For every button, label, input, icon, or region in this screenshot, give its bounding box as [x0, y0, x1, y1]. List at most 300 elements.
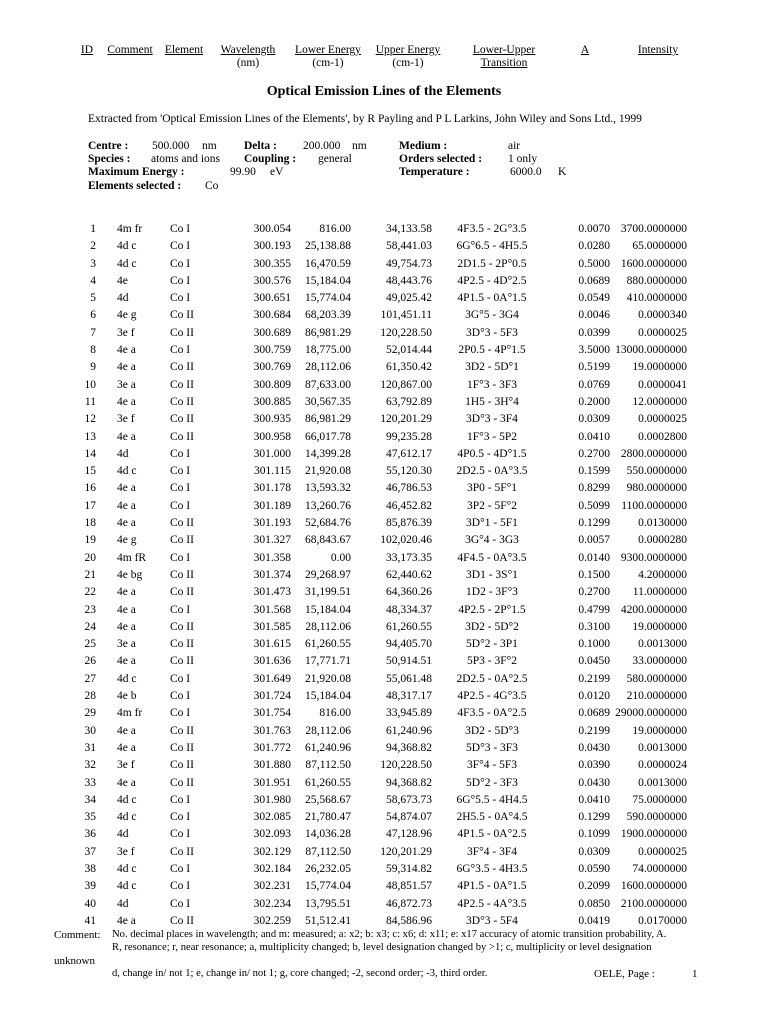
table-row	[0, 550, 768, 567]
max-energy-unit: eV	[270, 166, 284, 178]
line-intensity: 580.0000000	[626, 672, 687, 685]
line-intensity: 0.0000025	[638, 326, 687, 339]
line-upper-energy: 94,368.82	[386, 741, 432, 754]
line-wavelength: 300.935	[253, 413, 291, 426]
line-intensity: 880.0000000	[626, 274, 687, 287]
line-intensity: 0.0000340	[638, 309, 687, 322]
line-element: Co II	[170, 568, 194, 581]
line-comment: 4e a	[117, 361, 136, 374]
line-comment: 4e a	[117, 395, 136, 408]
line-wavelength: 301.327	[253, 534, 291, 547]
line-a: 0.0309	[578, 413, 610, 426]
line-element: Co I	[170, 274, 191, 287]
line-id: 30	[84, 724, 96, 737]
line-id: 38	[84, 862, 96, 875]
line-transition: 4F3.5 - 0A°2.5	[457, 707, 527, 720]
line-a: 3.5000	[578, 344, 610, 357]
line-id: 40	[84, 897, 96, 910]
line-element: Co II	[170, 724, 194, 737]
table-row	[0, 671, 768, 688]
line-lower-energy: 15,184.04	[305, 274, 351, 287]
line-intensity: 0.0013000	[638, 776, 687, 789]
line-wavelength: 301.473	[253, 586, 291, 599]
line-transition: 3D°3 - 5F3	[466, 326, 518, 339]
line-id: 16	[84, 482, 96, 495]
line-element: Co I	[170, 707, 191, 720]
line-element: Co I	[170, 223, 191, 235]
line-id: 12	[84, 413, 96, 426]
table-row	[0, 913, 768, 930]
line-comment: 4m fr	[117, 223, 143, 235]
line-element: Co II	[170, 378, 194, 391]
line-intensity: 0.0013000	[638, 638, 687, 651]
line-element: Co I	[170, 240, 191, 253]
table-row	[0, 221, 768, 238]
line-wavelength: 302.093	[253, 828, 291, 841]
orders-value: 1 only	[508, 153, 538, 165]
line-id: 8	[90, 344, 96, 357]
line-a: 0.1000	[578, 638, 610, 651]
line-wavelength: 300.193	[253, 240, 291, 253]
line-element: Co I	[170, 257, 191, 270]
line-comment: 4m fr	[117, 707, 143, 720]
line-upper-energy: 46,786.53	[386, 482, 432, 495]
line-intensity: 19.0000000	[632, 724, 687, 737]
line-a: 0.0769	[578, 378, 610, 391]
table-row	[0, 584, 768, 601]
line-element: Co I	[170, 793, 191, 806]
line-element: Co I	[170, 551, 191, 564]
line-comment: 4d	[117, 292, 129, 305]
line-id: 14	[84, 447, 96, 460]
line-wavelength: 302.259	[253, 914, 291, 927]
line-a: 0.0280	[578, 240, 610, 253]
line-a: 0.0309	[578, 845, 610, 858]
line-comment: 4e b	[117, 690, 137, 703]
line-lower-energy: 61,260.55	[305, 776, 351, 789]
line-comment: 4e	[117, 274, 128, 287]
line-comment: 4e a	[117, 586, 136, 599]
line-lower-energy: 15,184.04	[305, 690, 351, 703]
line-upper-energy: 61,240.96	[386, 724, 432, 737]
line-lower-energy: 86,981.29	[305, 413, 351, 426]
line-transition: 3G°5 - 3G4	[465, 309, 519, 322]
line-intensity: 75.0000000	[632, 793, 687, 806]
line-upper-energy: 102,020.46	[380, 534, 432, 547]
line-lower-energy: 21,780.47	[305, 811, 351, 824]
line-id: 13	[84, 430, 96, 443]
line-element: Co I	[170, 292, 191, 305]
line-comment: 4e a	[117, 620, 136, 633]
line-lower-energy: 86,981.29	[305, 326, 351, 339]
line-upper-energy: 94,368.82	[386, 776, 432, 789]
line-upper-energy: 33,945.89	[386, 707, 432, 720]
line-intensity: 74.0000000	[632, 862, 687, 875]
line-id: 7	[90, 326, 96, 339]
line-a: 0.5099	[578, 499, 610, 512]
col-header-a: A	[580, 44, 590, 56]
table-row	[0, 723, 768, 740]
line-intensity: 0.0000280	[638, 534, 687, 547]
line-element: Co II	[170, 361, 194, 374]
line-lower-energy: 14,036.28	[305, 828, 351, 841]
line-id: 20	[84, 551, 96, 564]
line-upper-energy: 52,014.44	[386, 344, 432, 357]
line-intensity: 2800.0000000	[620, 447, 687, 460]
line-wavelength: 301.980	[253, 793, 291, 806]
comment-line-3: d, change in/ not 1; e, change in/ not 1; g, core changed; -2, second order; -3, third order.	[112, 968, 488, 979]
line-comment: 4d c	[117, 862, 137, 875]
line-a: 0.2099	[578, 880, 610, 893]
line-a: 0.0120	[578, 690, 610, 703]
line-upper-energy: 50,914.51	[386, 655, 432, 668]
line-lower-energy: 15,774.04	[305, 880, 351, 893]
line-id: 35	[84, 811, 96, 824]
line-lower-energy: 28,112.06	[305, 361, 351, 374]
line-wavelength: 301.568	[253, 603, 291, 616]
line-comment: 4m fR	[117, 551, 147, 564]
line-transition: 5D°3 - 3F3	[466, 741, 518, 754]
line-element: Co II	[170, 309, 194, 322]
col-header-upper-energy: Upper Energy (cm-1)	[375, 44, 441, 69]
line-a: 0.0410	[578, 793, 610, 806]
line-element: Co I	[170, 811, 191, 824]
line-transition: 2H5.5 - 0A°4.5	[456, 811, 528, 824]
species-label: Species :	[88, 153, 131, 165]
table-row	[0, 290, 768, 307]
line-lower-energy: 816.00	[319, 223, 351, 235]
line-a: 0.2000	[578, 395, 610, 408]
line-lower-energy: 15,774.04	[305, 292, 351, 305]
line-comment: 3e a	[117, 378, 136, 391]
table-row	[0, 861, 768, 878]
table-row	[0, 705, 768, 722]
coupling-label: Coupling :	[244, 153, 297, 165]
table-row	[0, 636, 768, 653]
line-transition: 3P0 - 5F°1	[467, 482, 517, 495]
max-energy-label: Maximum Energy :	[88, 166, 185, 178]
line-wavelength: 300.689	[253, 326, 291, 339]
line-id: 17	[84, 499, 96, 512]
line-lower-energy: 25,138.88	[305, 240, 351, 253]
line-upper-energy: 101,451.11	[380, 309, 432, 322]
line-lower-energy: 52,684.76	[305, 517, 351, 530]
line-id: 9	[90, 361, 96, 374]
col-header-lower-energy: Lower Energy (cm-1)	[295, 44, 361, 69]
line-transition: 5D°2 - 3F3	[466, 776, 518, 789]
line-element: Co II	[170, 517, 194, 530]
line-wavelength: 301.649	[253, 672, 291, 685]
line-wavelength: 300.355	[253, 257, 291, 270]
line-lower-energy: 816.00	[319, 707, 351, 720]
table-row	[0, 792, 768, 809]
line-transition: 4P1.5 - 0A°1.5	[457, 880, 527, 893]
line-intensity: 980.0000000	[626, 482, 687, 495]
line-upper-energy: 85,876.39	[386, 517, 432, 530]
table-row	[0, 515, 768, 532]
line-upper-energy: 34,133.58	[386, 223, 432, 235]
line-lower-energy: 21,920.08	[305, 672, 351, 685]
line-wavelength: 301.374	[253, 568, 291, 581]
line-lower-energy: 14,399.28	[305, 447, 351, 460]
line-a: 0.0450	[578, 655, 610, 668]
line-wavelength: 302.085	[253, 811, 291, 824]
table-row	[0, 740, 768, 757]
line-transition: 4P2.5 - 4G°3.5	[457, 690, 527, 703]
line-id: 37	[84, 845, 96, 858]
table-row	[0, 532, 768, 549]
table-row	[0, 809, 768, 826]
line-element: Co II	[170, 638, 194, 651]
line-a: 0.5000	[578, 257, 610, 270]
line-wavelength: 300.651	[253, 292, 291, 305]
line-lower-energy: 31,199.51	[305, 586, 351, 599]
col-header-intensity: Intensity	[637, 44, 679, 56]
line-intensity: 0.0000025	[638, 413, 687, 426]
line-upper-energy: 120,867.00	[380, 378, 432, 391]
line-wavelength: 300.759	[253, 344, 291, 357]
line-transition: 3P2 - 5F°2	[467, 499, 517, 512]
unknown-label: unknown	[54, 955, 95, 967]
line-upper-energy: 55,120.30	[386, 465, 432, 478]
line-comment: 4e a	[117, 499, 136, 512]
line-element: Co I	[170, 897, 191, 910]
line-upper-energy: 59,314.82	[386, 862, 432, 875]
line-upper-energy: 48,317.17	[386, 690, 432, 703]
line-intensity: 0.0000041	[638, 378, 687, 391]
line-intensity: 2100.0000000	[620, 897, 687, 910]
line-transition: 4P0.5 - 4D°1.5	[457, 447, 527, 460]
line-comment: 4d	[117, 447, 129, 460]
line-lower-energy: 17,771.71	[305, 655, 351, 668]
table-row	[0, 602, 768, 619]
line-lower-energy: 68,203.39	[305, 309, 351, 322]
line-transition: 1F°3 - 5P2	[467, 430, 517, 443]
line-lower-energy: 13,260.76	[305, 499, 351, 512]
line-id: 29	[84, 707, 96, 720]
line-transition: 3D°3 - 5F4	[466, 914, 518, 927]
line-intensity: 19.0000000	[632, 620, 687, 633]
line-comment: 4e a	[117, 655, 136, 668]
table-row	[0, 342, 768, 359]
line-id: 4	[90, 274, 96, 287]
line-lower-energy: 87,633.00	[305, 378, 351, 391]
line-upper-energy: 94,405.70	[386, 638, 432, 651]
line-intensity: 65.0000000	[632, 240, 687, 253]
line-transition: 4F3.5 - 2G°3.5	[457, 223, 527, 235]
line-lower-energy: 87,112.50	[305, 845, 351, 858]
line-comment: 4d c	[117, 257, 137, 270]
line-a: 0.0430	[578, 776, 610, 789]
line-comment: 4e a	[117, 724, 136, 737]
line-upper-energy: 48,851.57	[386, 880, 432, 893]
line-upper-energy: 61,350.42	[386, 361, 432, 374]
line-comment: 4e a	[117, 430, 136, 443]
line-intensity: 19.0000000	[632, 361, 687, 374]
line-a: 0.0390	[578, 759, 610, 772]
line-upper-energy: 46,872.73	[386, 897, 432, 910]
table-row	[0, 826, 768, 843]
line-element: Co II	[170, 395, 194, 408]
table-row	[0, 567, 768, 584]
col-header-transition: Lower-Upper Transition	[472, 44, 536, 69]
line-upper-energy: 47,612.17	[386, 447, 432, 460]
line-a: 0.1599	[578, 465, 610, 478]
line-transition: 3G°4 - 3G3	[465, 534, 519, 547]
line-a: 0.5199	[578, 361, 610, 374]
line-id: 23	[84, 603, 96, 616]
line-upper-energy: 120,201.29	[380, 413, 432, 426]
line-intensity: 1900.0000000	[620, 828, 687, 841]
line-upper-energy: 55,061.48	[386, 672, 432, 685]
line-a: 0.0399	[578, 326, 610, 339]
line-lower-energy: 61,260.55	[305, 638, 351, 651]
line-id: 2	[90, 240, 96, 253]
line-element: Co II	[170, 413, 194, 426]
line-upper-energy: 47,128.96	[386, 828, 432, 841]
table-row	[0, 446, 768, 463]
line-id: 15	[84, 465, 96, 478]
line-comment: 4d c	[117, 793, 137, 806]
line-element: Co II	[170, 914, 194, 927]
line-a: 0.0410	[578, 430, 610, 443]
table-row	[0, 429, 768, 446]
line-id: 32	[84, 759, 96, 772]
medium-value: air	[508, 140, 521, 152]
line-upper-energy: 48,334.37	[386, 603, 432, 616]
line-transition: 4P2.5 - 4A°3.5	[457, 897, 527, 910]
line-id: 41	[84, 914, 96, 927]
line-transition: 3D2 - 5D°3	[465, 724, 519, 737]
line-element: Co I	[170, 862, 191, 875]
line-lower-energy: 0.00	[330, 551, 351, 564]
line-id: 1	[90, 223, 96, 235]
line-element: Co I	[170, 482, 191, 495]
line-transition: 2D2.5 - 0A°3.5	[456, 465, 528, 478]
line-element: Co II	[170, 776, 194, 789]
line-element: Co II	[170, 759, 194, 772]
line-transition: 3F°4 - 5F3	[467, 759, 517, 772]
line-a: 0.2700	[578, 586, 610, 599]
table-row	[0, 307, 768, 324]
line-intensity: 550.0000000	[626, 465, 687, 478]
line-a: 0.8299	[578, 482, 610, 495]
line-wavelength: 301.358	[253, 551, 291, 564]
line-id: 31	[84, 741, 96, 754]
elements-label: Elements selected :	[88, 180, 182, 192]
line-a: 0.3100	[578, 620, 610, 633]
line-lower-energy: 61,240.96	[305, 741, 351, 754]
line-upper-energy: 58,441.03	[386, 240, 432, 253]
line-comment: 4e g	[117, 534, 137, 547]
line-id: 10	[84, 378, 96, 391]
line-lower-energy: 68,843.67	[305, 534, 351, 547]
line-wavelength: 300.809	[253, 378, 291, 391]
line-id: 3	[90, 257, 96, 270]
line-wavelength: 301.763	[253, 724, 291, 737]
delta-value: 200.000	[303, 140, 341, 152]
line-id: 24	[84, 620, 96, 633]
line-comment: 4d c	[117, 240, 137, 253]
line-a: 0.2199	[578, 672, 610, 685]
centre-label: Centre :	[88, 140, 129, 152]
line-upper-energy: 99,235.28	[386, 430, 432, 443]
line-element: Co I	[170, 499, 191, 512]
line-id: 6	[90, 309, 96, 322]
delta-unit: nm	[352, 140, 367, 152]
line-comment: 4d	[117, 897, 129, 910]
line-element: Co II	[170, 326, 194, 339]
line-intensity: 1600.0000000	[620, 257, 687, 270]
line-upper-energy: 58,673.73	[386, 793, 432, 806]
table-row	[0, 775, 768, 792]
line-a: 0.1099	[578, 828, 610, 841]
line-transition: 2D1.5 - 2P°0.5	[457, 257, 527, 270]
col-header-id: ID	[80, 44, 94, 56]
line-wavelength: 300.576	[253, 274, 291, 287]
line-intensity: 11.0000000	[632, 586, 687, 599]
line-intensity: 0.0013000	[638, 741, 687, 754]
line-id: 39	[84, 880, 96, 893]
line-transition: 6G°6.5 - 4H5.5	[456, 240, 528, 253]
table-row	[0, 688, 768, 705]
line-upper-energy: 120,228.50	[380, 326, 432, 339]
line-wavelength: 301.585	[253, 620, 291, 633]
line-lower-energy: 66,017.78	[305, 430, 351, 443]
line-transition: 3D2 - 5D°1	[465, 361, 519, 374]
line-transition: 3D1 - 3S°1	[466, 568, 518, 581]
line-transition: 4P1.5 - 0A°1.5	[457, 292, 527, 305]
line-id: 26	[84, 655, 96, 668]
line-id: 27	[84, 672, 96, 685]
table-row	[0, 359, 768, 376]
line-comment: 4d	[117, 828, 129, 841]
line-comment: 4e g	[117, 309, 137, 322]
line-wavelength: 301.189	[253, 499, 291, 512]
col-header-element: Element	[164, 44, 204, 56]
line-wavelength: 301.754	[253, 707, 291, 720]
line-wavelength: 301.178	[253, 482, 291, 495]
line-wavelength: 300.958	[253, 430, 291, 443]
line-intensity: 33.0000000	[632, 655, 687, 668]
line-element: Co I	[170, 690, 191, 703]
coupling-value: general	[318, 153, 352, 165]
line-comment: 4e a	[117, 741, 136, 754]
line-wavelength: 302.234	[253, 897, 291, 910]
line-a: 0.1299	[578, 811, 610, 824]
line-upper-energy: 62,440.62	[386, 568, 432, 581]
line-transition: 1H5 - 3H°4	[465, 395, 519, 408]
line-transition: 3F°4 - 3F4	[467, 845, 517, 858]
line-lower-energy: 13,795.51	[305, 897, 351, 910]
line-a: 0.0850	[578, 897, 610, 910]
table-row	[0, 757, 768, 774]
line-a: 0.1299	[578, 517, 610, 530]
table-row	[0, 463, 768, 480]
delta-label: Delta :	[244, 140, 277, 152]
line-id: 19	[84, 534, 96, 547]
line-element: Co I	[170, 672, 191, 685]
line-lower-energy: 16,470.59	[305, 257, 351, 270]
line-a: 0.0057	[578, 534, 610, 547]
line-wavelength: 301.880	[253, 759, 291, 772]
line-wavelength: 300.684	[253, 309, 291, 322]
line-lower-energy: 18,775.00	[305, 344, 351, 357]
line-upper-energy: 48,443.76	[386, 274, 432, 287]
line-id: 21	[84, 568, 96, 581]
line-element: Co II	[170, 845, 194, 858]
line-transition: 3D°3 - 3F4	[466, 413, 518, 426]
